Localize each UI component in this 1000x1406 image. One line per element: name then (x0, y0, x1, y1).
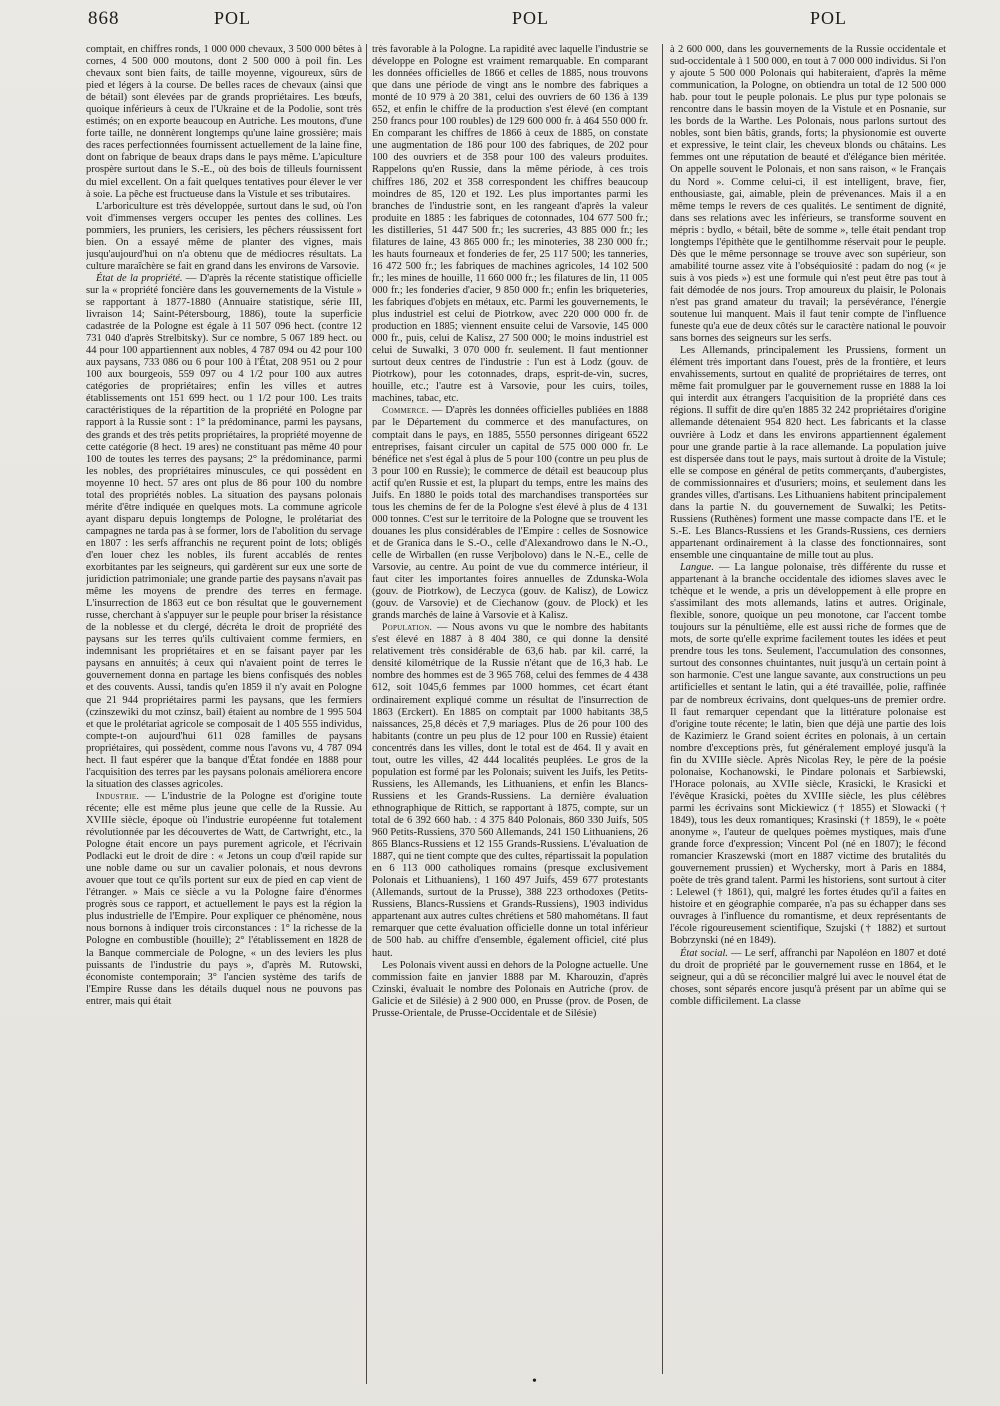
paragraph-livestock: comptait, en chiffres ronds, 1 000 000 chevaux, 3 500 000 bêtes à cornes, 4 500 000 moutons, dont 2 500 000 à poil fin. Les chevaux sont bien faits, de taille moyenne, vigoureux, sûrs de pied et légers à la course. De belles races de chevaux (ainsi que de bétail) sont élevées par de grands propriétaires. Les bœufs, quoique inférieurs à ceux de l'Ukraine et de la Podolie, sont très estimés; on en exporte beaucoup en Autriche. Les moutons, d'une forte taille, ne donnèrent longtemps qu'une laine grossière; mais des races perfectionnées fournissent actuellement de la laine fine, dont on fabrique de beaux draps dans le pays même. L'apiculture prospère surtout dans le S.-E., où des bois de tilleuls fournissent du miel excellent. On a fait quelques tentatives pour élever le ver à soie. La pêche est fructueuse dans la Vistule et ses tributaires. (86, 44, 362, 200)
footer-mark: • (532, 1374, 537, 1389)
paragraph-poles-abroad: Les Polonais vivent aussi en dehors de la Pologne actuelle. Une commission faite en janvier 1888 par M. Kharouzin, d'après Czinski, évaluait le nombre des Polonais en Autriche (prov. de Galicie et de Silésie) à 2 900 000, en Prusse (prov. de Posen, de Prusse-Orientale, de Prusse-Occidentale et de Silésie) (372, 959, 648, 1019)
paragraph-arboriculture: L'arboriculture est très développée, surtout dans le sud, où l'on voit d'immenses vergers occuper les pentes des collines. Les pommiers, les pruniers, les cerisiers, les pêchers réussissent fort bien. On a essayé même de planter des vignes, mais jusqu'aujourd'hui on n'a obtenu que de médiocres résultats. La culture maraîchère se fait en grand dans les environs de Varsovie. (86, 200, 362, 272)
section-heading-industry: Industrie. (96, 791, 140, 802)
section-text-population: — Nous avons vu que le nombre des habitants s'est élevé en 1887 à 8 404 380, ce qui donne la densité relativement très considérable de 63,6 hab. par kil. carré, la densité kilométrique de la Russie n'étant que de 16,3 hab. Le nombre des hommes est de 3 965 768, celui des femmes de 4 438 612, soit 1045,6 femmes par 1000 hommes, cet écart étant ordinairement expliqué comme un résultat de l'insurrection de 1863 (Erckert). En 1885 on comptait par 1000 habitants 38,5 naissances, 25,8 décès et 7,9 mariages. Plus de 26 pour 100 des habitants (contre un peu plus de 12 pour 100 en Russie) étaient concentrés dans les villes, dont le total est de 464. Il y avait en tout, outre les villes, 42 444 localités peuplées. Le gros de la population est formé par les Polonais; suivent les Juifs, les Petits-Russiens, les Allemands, les Lithuaniens, et enfin les Blancs-Russiens et les Grands-Russiens. La dernière évaluation ethnographique de Rittich, se rapportant à 1875, compte, sur un total de 6 392 660 hab. : 4 375 840 Polonais, 860 330 Juifs, 505 960 Petits-Russiens, 370 560 Allemands, 241 150 Lithuaniens, 26 865 Blancs-Russiens et 12 155 Grands-Russiens. L'évaluation de 1887, qui ne tient compte que des cultes, répartissait la population en 6 113 000 catholiques romains (presque exclusivement Polonais et Lithuaniens), 1 160 497 Juifs, 459 677 protestants (Allemands, surtout de la Prusse), 388 223 orthodoxes (Petits-Russiens, Blancs-Russiens et Grands-Russiens), 1903 individus appartenant aux autres cultes chrétiens et 580 mahométans. Il faut remarquer que cette évaluation officielle donne un total inférieur de 500 hab. au chiffre d'ensemble, également officiel, cité plus haut. (372, 622, 648, 959)
section-text-property: — D'après la récente statistique officielle sur la « propriété foncière dans les gouvernements de la Vistule » se rapportant à 1877-1880 (Annuaire statistique, série III, livraison 14; Saint-Pétersbourg, 1886), toute la superficie cadastrée de la Pologne est égale à 11 507 096 hect. (contre 12 731 040 d'après Strelbitsky). Sur ce nombre, 5 067 189 hect. ou 44 pour 100 appartiennent aux nobles, 4 787 094 ou 42 pour 100 aux paysans, 733 086 ou 6 pour 100 à l'État, 208 951 ou 2 pour 100 aux bourgeois, 559 097 ou 4 1/2 pour 100 aux autres catégories de propriétaires; enfin les villes et autres établissements ont 151 699 hect. ou 1 1/2 pour 100. Les traits caractéristiques de la répartition de la propriété en Pologne par rapport à la Russie sont : 1° la prédominance, parmi les paysans, des grands et des très petits propriétaires, la propriété moyenne de cette catégorie (8 hect. 19 ares) ne constituant pas même 40 pour 100 de toutes les terres des paysans; 2° la prédominance, parmi les nobles, des propriétaires minuscules, ce qui possèdent en moyenne 10 hect. 57 ares ont plus de 86 pour 100 du nombre total des propriétés nobles. La situation des paysans polonais mérite d'être indiquée en quelques mots. La commune agricole ayant disparu depuis longtemps de Pologne, le prolétariat des campagnes ne tarda pas à se former, lors de l'abolition du servage en 1807 : les serfs affranchis ne reçurent point de lots; obligés d'en louer chez les nobles, ils furent accablés de rentes exorbitantes par les seigneurs, qui gardèrent sur eux une sorte de juridiction patrimoniale; une grande partie des paysans n'avait pas même les moyens de prendre des terres en fermage. L'insurrection de 1863 eut ce bon résultat que le gouvernement russe, cherchant à s'appuyer sur le peuple pour briser la résistance de la noblesse et du clergé, décréta le droit de propriété des paysans sur les terres qu'ils cultivaient comme fermiers, en indemnisant les propriétaires et en se faisant payer par les paysans en annuités; à ceux qui n'avaient point de terres le gouvernement donna en partage les biens confisqués des nobles et des couvents. Aussi, tandis qu'en 1859 il n'y avait en Pologne que 21 944 propriétaires parmi les paysans, que les fermiers (czinszewiki du mot czinsz, bail) étaient au nombre de 1 995 504 et que le prolétariat agricole se composait de 1 405 555 individus, compte-t-on aujourd'hui 611 028 familles de paysans propriétaires, qui possèdent, comme nous l'avons vu, 4 787 094 hect. Il faut espérer que la banque d'État fondée en 1888 pour l'acquisition des terres par les paysans polonais améliorera encore la situation des classes agricoles. (86, 272, 362, 790)
section-heading-population: Population. (382, 623, 433, 634)
section-text-industry: — L'industrie de la Pologne est d'origine toute récente; elle est même plus jeune que celle de la Russie. Au XVIIIe siècle, époque où l'industrie européenne fut totalement révolutionnée par les découvertes de Watt, de Cartwright, etc., la Pologne était encore un pays purement agricole, et l'écrivain Podlacki eut le droit de dire : « Jetons un coup d'œil rapide sur une noble dame ou sur un cavalier polonais, et nous devrons avouer que tout ce qu'ils portent sur eux de pied en cap vient de l'étranger. » Mais ce siècle a vu la Pologne faire d'énormes progrès sous ce rapport, et actuellement le pays est la région la plus industrielle de l'Empire. Pour expliquer ce phénomène, nous nous bornons à indiquer trois circonstances : 1° la richesse de la Pologne en combustible (houille); 2° l'établissement en 1828 de la Banque commerciale de Pologne, « un des leviers les plus puissants de l'industrie du pays », d'après M. Rutowski, économiste contemporain; 3° l'ancien système des tarifs de l'Empire Russe dans les détails duquel nous ne pouvons pas entrer, mais qui était (86, 790, 362, 1007)
paragraph-property (86, 273, 362, 791)
section-heading-language: Langue. (680, 562, 714, 574)
paragraph-polish-character: à 2 600 000, dans les gouvernements de la Russie occidentale et sud-occidentale à 1 500 000, en tout à 7 000 000 individus. Si l'on y ajoute 5 500 000 Polonais qui habiteraient, d'après la même communication, la Pologne, on obtiendra un total de 12 500 000 hab. pour tout le peuple polonais. Le plus pur type polonais se rencontre dans le bassin moyen de la Vistule et en Posnanie, sur les bords de la Warthe. Les Polonais, nous parlons surtout des nobles, sont bien bâtis, grands, forts; la physionomie est ouverte et expressive, le teint clair, les cheveux blonds ou châtains. Les femmes ont une réputation de beauté et d'élégance bien méritée. On appelle souvent le Polonais, et non sans raison, « le Français du Nord ». Comme celui-ci, il est intelligent, brave, fier, enthousiaste, gai, aimable, plein de prévenances. Mais il a en même temps le revers de ces qualités. Le sentiment de dignité, dans ses relations avec les inférieurs, se transforme souvent en mépris : bydlo, « bétail, bête de somme », telle était pendant trop longtemps l'épithète que le gentilhomme réservait pour le peuple. Dès que le même personnage se trouve avec son supérieur, son amabilité tourne assez vite à l'obséquiosité : padam do nog (« je suis à vos pieds ») est une formule qui n'est peut être pas tout à fait démodée de nos jours. Trop amoureux du plaisir, le Polonais n'est pas grand amateur du travail; la persévérance, l'énergie soutenue lui manquent. Mais il faut tenir compte de l'influence funeste qu'a eue de deux côtés sur le caractère national le pouvoir sans bornes des seigneurs sur les serfs. (670, 44, 946, 345)
paragraph-language (670, 562, 946, 948)
text-column-2 (372, 44, 648, 1372)
section-heading-property: État de la propriété. (96, 272, 183, 284)
text-column-1 (86, 44, 362, 1384)
section-text-commerce: — D'après les données officielles publiées en 1888 par le Département du commerce et des manufactures, on comptait dans le pays, en 1885, 5550 personnes dirigeant 6522 entreprises, faisant circuler un capital de 575 000 000 fr. Le bénéfice net s'est égal à plus de 5 pour 100 (contre un peu plus de 3 pour 100 en Russie); le commerce de détail est beaucoup plus actif qu'en Russie et est, la plupart du temps, entre les mains des Juifs. En 1880 le poids total des marchandises transportées sur tous les chemins de fer de la Pologne s'est élevé à plus de 4 131 000 tonnes. C'est sur le territoire de la Pologne que se trouvent les douanes les plus considérables de l'Empire : celles de Sosnowice et de Granica dans le S.-O., celle d'Alexandrowo dans le N.-O., celle de Wirballen (en russe Verjbolovo) dans le N.-E., celle de Varsovie, au centre. Au point de vue du commerce intérieur, il faut citer les importantes foires annuelles de Zdunska-Wola (gouv. de Piotrkow), de Leczyca (gouv. de Kalisz), de Lowicz (gouv. de Varsovie) et de Ciechanow (gouv. de Plock) et les grands marchés de laine à Varsovie et à Kalisz. (372, 405, 648, 622)
section-heading-commerce: Commerce. (382, 406, 429, 417)
running-head-right: POL (810, 8, 848, 28)
paragraph-industry-continued: très favorable à la Pologne. La rapidité avec laquelle l'industrie se développe en Pologne est vraiment remarquable. En comparant les données officielles de 1866 et celles de 1885, nous trouvons que dans une période de vingt ans le nombre des fabriques a monté de 10 979 à 20 381, celui des ouvriers de 60 136 à 139 652, et enfin le chiffre de la production s'est élevé (en comptant 250 francs pour 100 roubles) de 129 600 000 fr. à 464 550 000 fr. En comparant les chiffres de 1866 à ceux de 1885, on constate une augmentation de 186 pour 100 des fabriques, de 202 pour 100 des ouvriers et de 358 pour 100 des valeurs produites. Rappelons qu'en Russie, dans la même période, à ces trois chiffres 186, 202 et 358 correspondent les chiffres beaucoup moindres de 85, 120 et 192. Les plus importantes parmi les branches de l'industrie sont, en les rangeant d'après la valeur produite en 1885 : les fabriques de cotonnades, 104 677 500 fr.; les distilleries, 51 447 500 fr.; les sucreries, 43 885 000 fr.; les filatures de laine, 43 865 000 fr.; les minoteries, 38 230 000 fr.; les hauts fourneaux et fonderies de fer, 25 117 500; les tanneries, 16 472 500 fr.; les fabriques de machines agricoles, 14 102 500 fr.; les mines de houille, 11 660 000 fr.; les filatures de lin, 11 005 000 fr.; les fonderies d'acier, 9 850 000 fr.; enfin les briqueteries, les fabriques d'objets en métaux, etc. Parmi les gouvernements, le plus industriel est celui de Piotrkow, avec 220 000 000 fr. de production en 1885; viennent ensuite celui de Varsovie, 145 000 000 fr., puis, celui de Kalisz, 27 500 000; le moins industriel est celui de Suwalki, 3 070 000 fr. seulement. Il faut mentionner surtout deux centres de l'industrie : l'un est à Lodz (gouv. de Piotrkow), pour les cotonnades, draps, esprit-de-vin, sucres, houille, etc.; l'autre est à Varsovie, pour les cuirs, toiles, machines, tabac, etc. (372, 44, 648, 405)
running-head-left: POL (214, 8, 252, 28)
column-divider (366, 44, 367, 1384)
paragraph-social-state (670, 948, 946, 1008)
paragraph-industry (86, 791, 362, 1008)
text-column-3 (670, 44, 946, 1310)
section-text-language: — La langue polonaise, très différente du russe et appartenant à la branche occidentale des idiomes slaves avec le tchèque et le wende, a pris un développement à elle propre en s'assimilant des mots allemands, latins et autres. Originale, flexible, sonore, quoique un peu monotone, car l'accent tombe toujours sur la pénultième, elle est aussi riche de formes que de mots, de sorte qu'elle exprime facilement toutes les idées et peut prendre tous les tons. Seulement, l'accumulation des consonnes, surtout des consonnes chuintantes, nuit jusqu'à un certain point à son harmonie. C'est une langue savante, aux constructions un peu artificielles et sentant le latin, qui a été travaillée, polie, raffinée par de nombreux écrivains, dont quelques-uns de premier ordre. Il faut remarquer cependant que la littérature polonaise est d'origine toute récente; le latin, bien que déjà une partie des lois de Kazimierz le Grand soient écrites en polonais, à un certain nombre d'exceptions près, fut généralement employé jusqu'à la fin du XVIIIe siècle. Après Nicolas Rey, le père de la poésie polonaise, Kochanowski, le Pindare polonais et Sarbiewski, l'Horace polonais, au XVIIe siècle, Krasicki, le Krasicki et l'évêque Krasicki, poètes du XVIIIe siècle, les plus célèbres parmi les écrivains sont Mickiewicz († 1855) et Slowacki († 1849), tous les deux romantiques; Krasinski († 1859), le « poète anonyme », l'auteur de quelques poèmes mystiques, mais d'une grande force d'expression; Vincent Pol (né en 1807); le fécond romancier Kraszewski (mort en 1887 victime des brutalités du gouvernement prussien) et Wychersky, mort à Paris en 1884, poète de très grand talent. Parmi les historiens, sont surtout à citer : Lelewel († 1861), qui, malgré les fortes études qu'il a faites en histoire et en géographie comparée, n'a pas su échapper dans ses ouvrages à l'influence du romantisme, et deux représentants de l'école rigoureusement scientifique, Szujski († 1882) et surtout Bobrzynski (né en 1849). (670, 562, 946, 947)
section-text-social-state: — Le serf, affranchi par Napoléon en 1807 et doté du droit de propriété par le gouvernement russe en 1864, et le seigneur, qui a dû se réconcilier malgré lui avec le nouvel état de choses, sont séparés encore jusqu'à présent par un abîme qui se comble difficilement. La classe (670, 947, 946, 1007)
column-divider (662, 44, 663, 1374)
paragraph-commerce (372, 405, 648, 622)
page-number: 868 (88, 8, 120, 29)
section-heading-social-state: État social. (680, 947, 729, 959)
paragraph-population (372, 622, 648, 959)
running-head-middle: POL (512, 8, 550, 28)
paragraph-minorities: Les Allemands, principalement les Prussiens, forment un élément très important dans l'ouest, près de la frontière, et leurs envahissements, surtout en qualité de propriétaires de terres, ont même fait promulguer par le gouvernement russe en 1888 la loi qui interdit aux étrangers l'acquisition de la propriété dans ces régions. Il suffit de dire qu'en 1885 32 242 propriétaires d'origine allemande détenaient 954 820 hect. Les fabricants et la classe ouvrière à Lodz et dans les environs appartiennent également pour une grande partie à la race allemande. La population juive est dispersée dans tout le pays, mais surtout à droite de la Vistule; elle se compose en général de petits commerçants, d'aubergistes, de commissionnaires et d'usuriers; moins, et seulement dans les grandes villes, d'artisans. Les Lithuaniens habitent principalement dans la partie N. du gouvernement de Suwalki; les Petits-Russiens (Ruthènes) forment une masse compacte dans l'E. et le S.-E. Les Blancs-Russiens et les Grands-Russiens, ces derniers appartenant ordinairement à la classe des fonctionnaires, sont ensemble une cinquantaine de mille tout au plus. (670, 345, 946, 561)
